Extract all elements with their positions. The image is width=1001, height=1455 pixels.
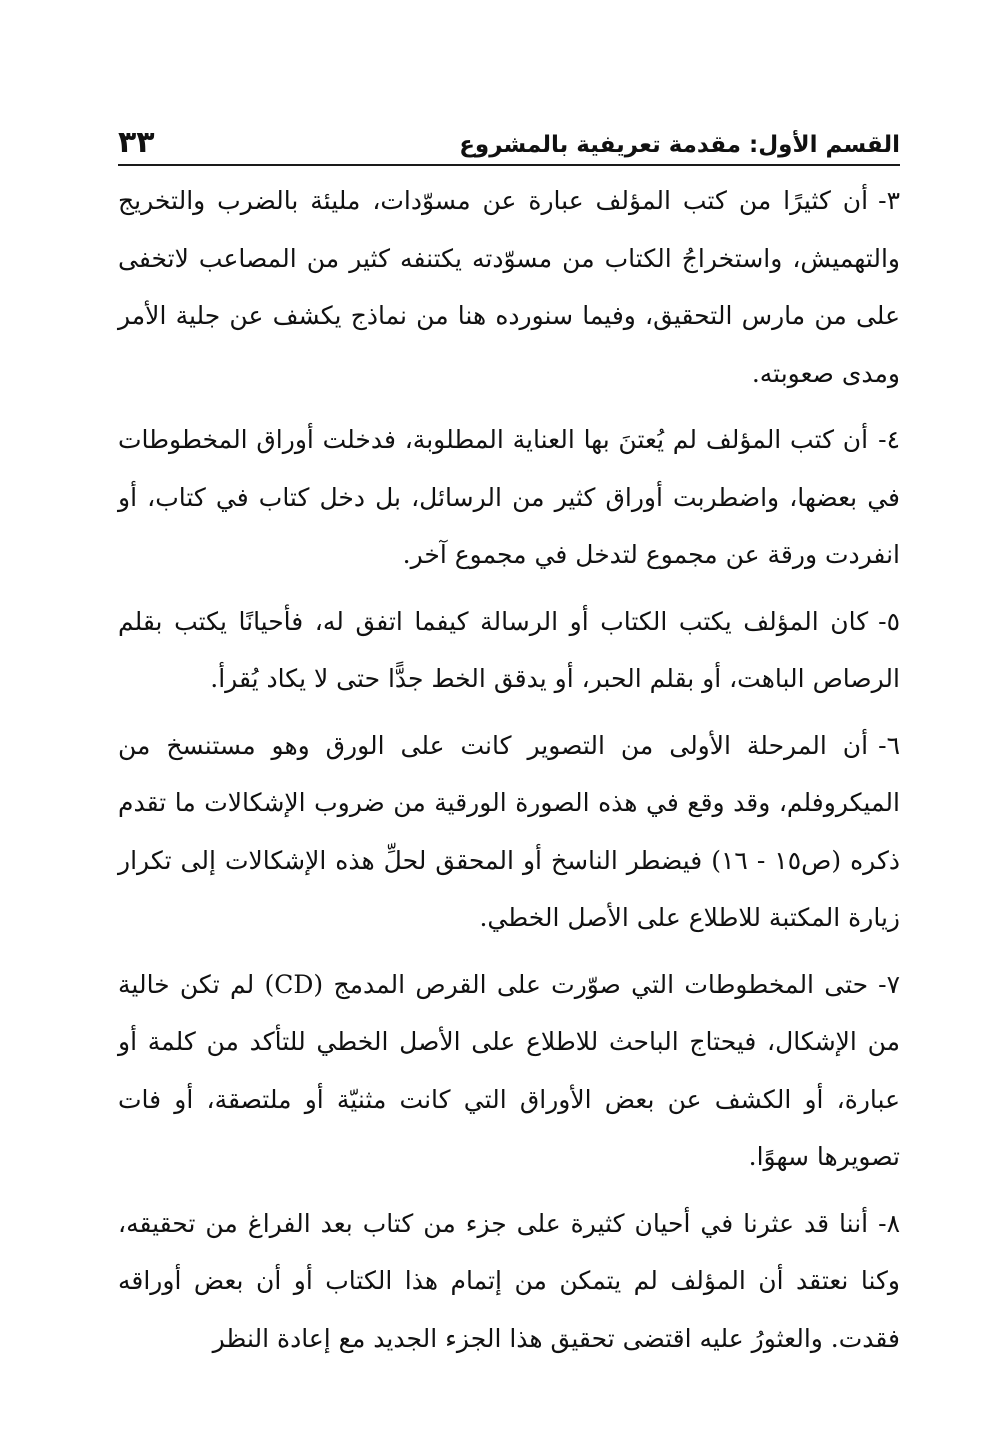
page-number: ٣٣: [118, 125, 155, 160]
paragraph-item-6: [118, 717, 900, 947]
header-divider: [118, 164, 900, 166]
paragraph-text: كان المؤلف يكتب الكتاب أو الرسالة كيفما اتفق له، فأحيانًا يكتب بقلم الرصاص الباهت، أو بقلم الحبر، أو يدقق الخط جدًّا حتى لا يكاد يُقرأ.: [118, 606, 900, 693]
paragraph-item-4: [118, 411, 900, 584]
paragraph-item-8: [118, 1195, 900, 1368]
item-number: ٧-: [878, 969, 900, 999]
paragraph-item-3: [118, 172, 900, 402]
paragraph-item-5: [118, 593, 900, 708]
item-number: ٣-: [878, 186, 900, 215]
paragraph-text: أن المرحلة الأولى من التصوير كانت على الورق وهو مستنسخ من الميكروفلم، وقد وقع في هذه الصورة الورقية من ضروب الإشكالات ما تقدم ذكره (ص١٥ - ١٦) فيضطر الناسخ أو المحقق لحلِّ هذه الإشكالات إلى تكرار زيارة المكتبة للاطلاع على الأصل الخطي.: [118, 730, 901, 932]
item-number: ٥-: [878, 606, 900, 636]
paragraph-text: أن كثيرًا من كتب المؤلف عبارة عن مسوّدات، مليئة بالضرب والتخريج والتهميش، واستخراجُ الكتاب من مسوّدته يكتنفه كثير من المصاعب لاتخفى على من مارس التحقيق، وفيما سنورده هنا من نماذج يكشف عن جلية الأمر ومدى صعوبته.: [118, 186, 900, 388]
item-number: ٤-: [878, 425, 900, 454]
section-title: القسم الأول: مقدمة تعريفية بالمشروع: [459, 132, 900, 158]
paragraph-text: أننا قد عثرنا في أحيان كثيرة على جزء من كتاب بعد الفراغ من تحقيقه، وكنا نعتقد أن المؤلف لم يتمكن من إتمام هذا الكتاب أو أن بعض أوراقه فقدت. والعثورُ عليه اقتضى تحقيق هذا الجزء الجديد مع إعادة النظر: [118, 1208, 900, 1353]
item-number: ٦-: [878, 730, 900, 760]
paragraph-item-7: [118, 956, 900, 1186]
body-text: [118, 172, 900, 1367]
item-number: ٨-: [878, 1208, 900, 1238]
paragraph-text: حتى المخطوطات التي صوّرت على القرص المدمج (CD) لم تكن خالية من الإشكال، فيحتاج الباحث للاطلاع على الأصل الخطي للتأكد من كلمة أو عبارة، أو الكشف عن بعض الأوراق التي كانت مثنيّة أو ملتصقة، أو فات تصويرها سهوًا.: [118, 969, 900, 1171]
running-header: [118, 112, 900, 160]
paragraph-text: أن كتب المؤلف لم يُعتنَ بها العناية المطلوبة، فدخلت أوراق المخطوطات في بعضها، واضطربت أوراق كثير من الرسائل، بل دخل كتاب في كتاب، أو انفردت ورقة عن مجموع لتدخل في مجموع آخر.: [118, 425, 900, 569]
